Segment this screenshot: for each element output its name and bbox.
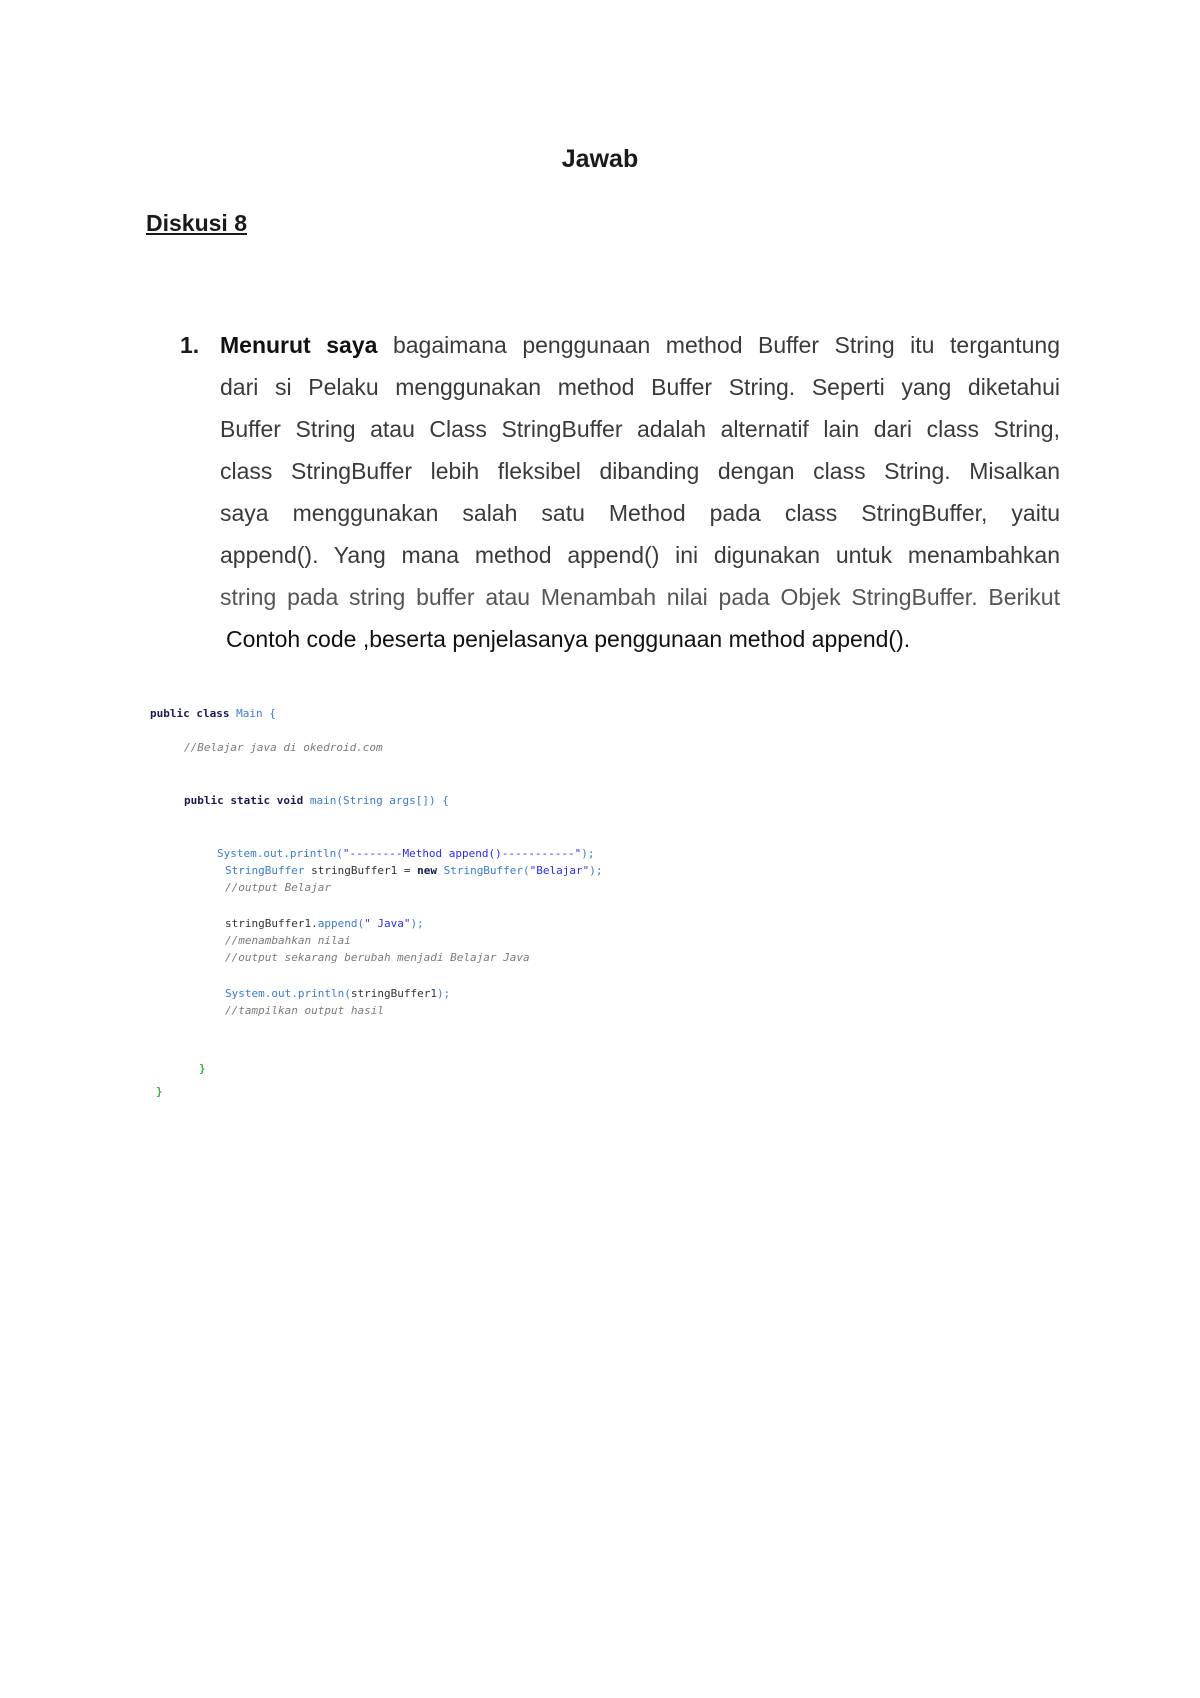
code-line: public class Main { [150,707,276,720]
answer-lead: Menurut saya [220,332,378,358]
code-comment: //output Belajar [225,881,331,894]
code-line: StringBuffer stringBuffer1 = new StringBuffer("Belajar"); [225,864,603,877]
code-line: public static void main(String args[]) { [184,794,449,807]
answer-line-1: Menurut saya bagaimana penggunaan method Buffer String itu tergantung [220,332,1060,358]
answer-line-3: Buffer String atau Class StringBuffer adalah alternatif lain dari class String, [220,416,1060,442]
answer-line-4: class StringBuffer lebih fleksibel dibanding dengan class String. Misalkan [220,458,1060,484]
code-closing-brace: } [199,1062,206,1075]
code-comment: //tampilkan output hasil [225,1004,384,1017]
answer-line-2: dari si Pelaku menggunakan method Buffer String. Seperti yang diketahui [220,374,1060,400]
answer-list-item [180,324,1060,660]
code-comment: //Belajar java di okedroid.com [184,741,383,754]
code-comment: //output sekarang berubah menjadi Belajar Java [225,951,530,964]
answer-line-8: Contoh code ,beserta penjelasanya penggunaan method append(). [226,626,911,652]
code-line: System.out.println("--------Method append()-----------"); [217,847,595,860]
code-comment: //menambahkan nilai [225,934,351,947]
answer-line-5: saya menggunakan salah satu Method pada class StringBuffer, yaitu [220,500,1060,526]
answer-line-6: append(). Yang mana method append() ini digunakan untuk menambahkan [220,542,1060,568]
code-line: stringBuffer1.append(" Java"); [225,917,424,930]
section-heading: Diskusi 8 [146,210,247,236]
list-number: 1. [180,332,200,358]
answer-line-7: string pada string buffer atau Menambah nilai pada Objek StringBuffer. Berikut [220,584,1060,610]
page-title: Jawab [561,145,639,173]
code-closing-brace: } [156,1085,163,1098]
answer-paragraph [220,324,1060,660]
code-line: System.out.println(stringBuffer1); [225,987,451,1000]
